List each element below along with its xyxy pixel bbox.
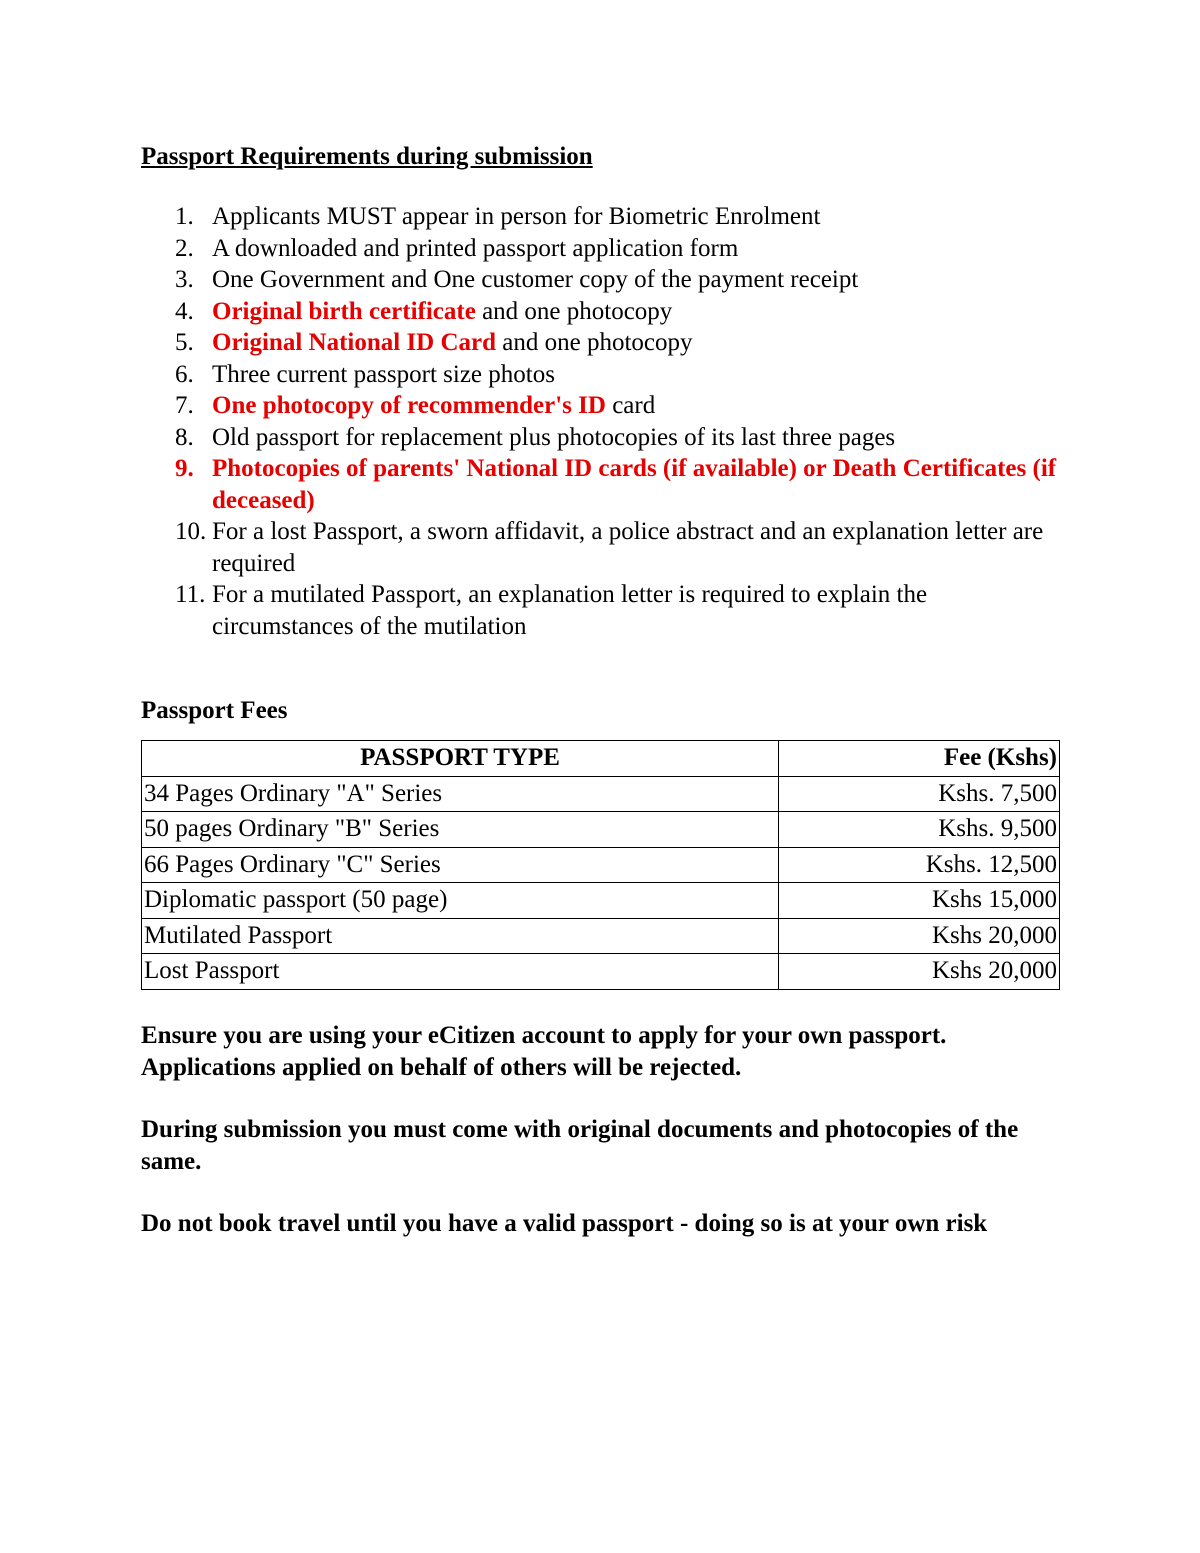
requirement-number: 8. <box>175 423 194 451</box>
fee-cell: Kshs 15,000 <box>779 883 1060 919</box>
passport-type-cell: Mutilated Passport <box>142 918 779 954</box>
requirement-item <box>141 296 1061 328</box>
fee-cell: Kshs. 12,500 <box>779 847 1060 883</box>
passport-type-cell: Lost Passport <box>142 954 779 990</box>
requirement-highlight: Photocopies of parents' National ID cards (if available) or Death Certificates (if deceased) <box>212 455 1057 514</box>
fee-cell: Kshs 20,000 <box>779 918 1060 954</box>
fees-title: Passport Fees <box>141 697 288 724</box>
table-row <box>142 954 1060 990</box>
table-row <box>142 883 1060 919</box>
requirement-text: and one photocopy <box>496 329 693 356</box>
requirement-item <box>141 327 1061 359</box>
requirement-text: For a lost Passport, a sworn affidavit, a police abstract and an explanation letter are required <box>212 518 1044 577</box>
requirement-highlight: Original National ID Card <box>212 329 497 356</box>
requirement-item <box>141 233 1061 265</box>
fees-table-body <box>142 776 1060 989</box>
requirement-text: Three current passport size photos <box>212 360 555 388</box>
fee-cell: Kshs. 9,500 <box>779 812 1060 848</box>
requirement-number: 1. <box>175 203 194 230</box>
note-originals: During submission you must come with original documents and photocopies of the same. <box>141 1115 1019 1175</box>
requirement-number: 6. <box>175 360 194 388</box>
requirement-item <box>141 359 1061 391</box>
table-row <box>142 776 1060 812</box>
requirement-highlight: Original birth certificate <box>212 297 476 325</box>
requirement-number: 11. <box>175 581 206 608</box>
note-travel: Do not book travel until you have a valid passport - doing so is at your own risk <box>141 1209 988 1237</box>
passport-type-cell: Diplomatic passport (50 page) <box>142 883 779 919</box>
fee-cell: Kshs. 7,500 <box>779 776 1060 812</box>
requirement-item <box>141 422 1061 454</box>
requirement-item <box>141 579 1061 642</box>
passport-type-cell: 50 pages Ordinary "B" Series <box>142 812 779 848</box>
requirement-text: A downloaded and printed passport application form <box>212 234 739 262</box>
requirement-item <box>141 453 1061 516</box>
requirement-text: Applicants MUST appear in person for Biometric Enrolment <box>212 203 821 230</box>
passport-type-cell: 66 Pages Ordinary "C" Series <box>142 847 779 883</box>
requirement-item <box>141 264 1061 296</box>
requirement-number: 10. <box>175 518 207 545</box>
requirement-item <box>141 516 1061 579</box>
requirement-text: For a mutilated Passport, an explanation letter is required to explain the circumstances of the mutilation <box>212 581 928 640</box>
passport-type-cell: 34 Pages Ordinary "A" Series <box>142 776 779 812</box>
requirement-number: 7. <box>175 392 194 419</box>
table-row <box>142 847 1060 883</box>
header-fee: Fee (Kshs) <box>779 741 1060 777</box>
fees-table-header-row <box>142 741 1060 777</box>
table-row <box>142 812 1060 848</box>
requirement-text: One Government and One customer copy of the payment receipt <box>212 266 859 293</box>
fees-table <box>141 740 1060 990</box>
requirement-item <box>141 201 1061 233</box>
requirement-number: 5. <box>175 329 194 356</box>
requirement-text: card <box>605 392 656 419</box>
fee-cell: Kshs 20,000 <box>779 954 1060 990</box>
requirements-list <box>141 201 1061 642</box>
requirement-number: 4. <box>175 297 194 325</box>
requirement-text: Old passport for replacement plus photocopies of its last three pages <box>212 423 896 451</box>
requirement-item <box>141 390 1061 422</box>
requirement-highlight: One photocopy of recommender's ID <box>212 392 606 419</box>
document-page <box>141 140 1061 1240</box>
table-row <box>142 918 1060 954</box>
requirements-title: Passport Requirements during submission <box>141 143 593 170</box>
requirement-text: and one photocopy <box>475 297 673 325</box>
requirement-number: 3. <box>175 266 194 293</box>
requirement-number: 2. <box>175 234 194 262</box>
header-passport-type: PASSPORT TYPE <box>142 741 779 777</box>
requirement-number: 9. <box>175 455 194 482</box>
note-ecitizen: Ensure you are using your eCitizen account to apply for your own passport. Applications applied on behalf of others will be rejected. <box>141 1021 947 1081</box>
